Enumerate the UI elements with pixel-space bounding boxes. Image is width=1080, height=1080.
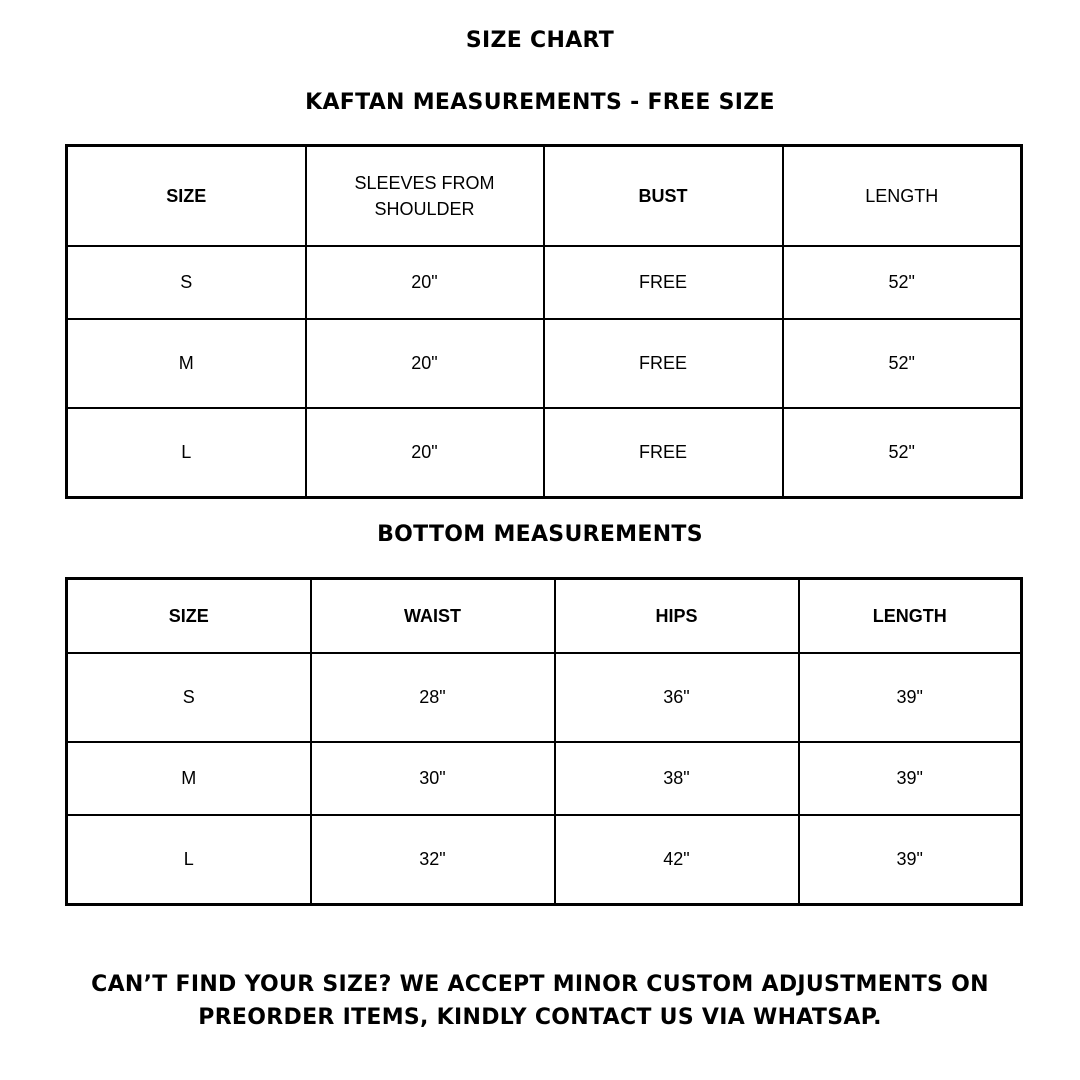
bottom-header-length: LENGTH — [799, 579, 1022, 653]
kaftan-header-bust: BUST — [544, 146, 783, 246]
table-row — [67, 408, 1022, 498]
table-cell: FREE — [544, 246, 783, 319]
table-cell: L — [67, 408, 306, 498]
table-cell: M — [67, 742, 311, 815]
table-row — [67, 319, 1022, 408]
bottom-header-row — [67, 579, 1022, 653]
footer-note — [40, 968, 1040, 1034]
table-cell: 36" — [555, 653, 799, 742]
footer-line-2: PREORDER ITEMS, KINDLY CONTACT US VIA WHATSAP. — [198, 1005, 882, 1030]
table-cell: 52" — [783, 246, 1022, 319]
kaftan-header-sleeves: SLEEVES FROM SHOULDER — [306, 146, 544, 246]
table-cell: 52" — [783, 408, 1022, 498]
table-cell: 28" — [311, 653, 555, 742]
bottom-header-hips: HIPS — [555, 579, 799, 653]
table-cell: 39" — [799, 742, 1022, 815]
table-cell: 20" — [306, 246, 544, 319]
kaftan-header-row — [67, 146, 1022, 246]
bottom-header-waist: WAIST — [311, 579, 555, 653]
bottom-heading: BOTTOM MEASUREMENTS — [377, 522, 703, 547]
table-cell: FREE — [544, 319, 783, 408]
table-cell: M — [67, 319, 306, 408]
table-cell: 30" — [311, 742, 555, 815]
bottom-header-size: SIZE — [67, 579, 311, 653]
kaftan-heading: KAFTAN MEASUREMENTS - FREE SIZE — [305, 90, 775, 115]
table-cell: FREE — [544, 408, 783, 498]
footer-line-1: CAN’T FIND YOUR SIZE? WE ACCEPT MINOR CUSTOM ADJUSTMENTS ON — [91, 972, 989, 997]
table-cell: 20" — [306, 408, 544, 498]
table-cell: L — [67, 815, 311, 905]
table-cell: 20" — [306, 319, 544, 408]
table-row — [67, 742, 1022, 815]
kaftan-header-length: LENGTH — [783, 146, 1022, 246]
table-row — [67, 246, 1022, 319]
table-cell: S — [67, 246, 306, 319]
table-cell: 42" — [555, 815, 799, 905]
table-cell: 32" — [311, 815, 555, 905]
page-title: SIZE CHART — [465, 28, 615, 53]
kaftan-header-size: SIZE — [67, 146, 306, 246]
bottom-table — [65, 577, 1023, 906]
table-cell: 39" — [799, 653, 1022, 742]
table-cell: 38" — [555, 742, 799, 815]
table-cell: S — [67, 653, 311, 742]
table-cell: 39" — [799, 815, 1022, 905]
kaftan-table — [65, 144, 1023, 499]
table-cell: 52" — [783, 319, 1022, 408]
table-row — [67, 815, 1022, 905]
table-row — [67, 653, 1022, 742]
